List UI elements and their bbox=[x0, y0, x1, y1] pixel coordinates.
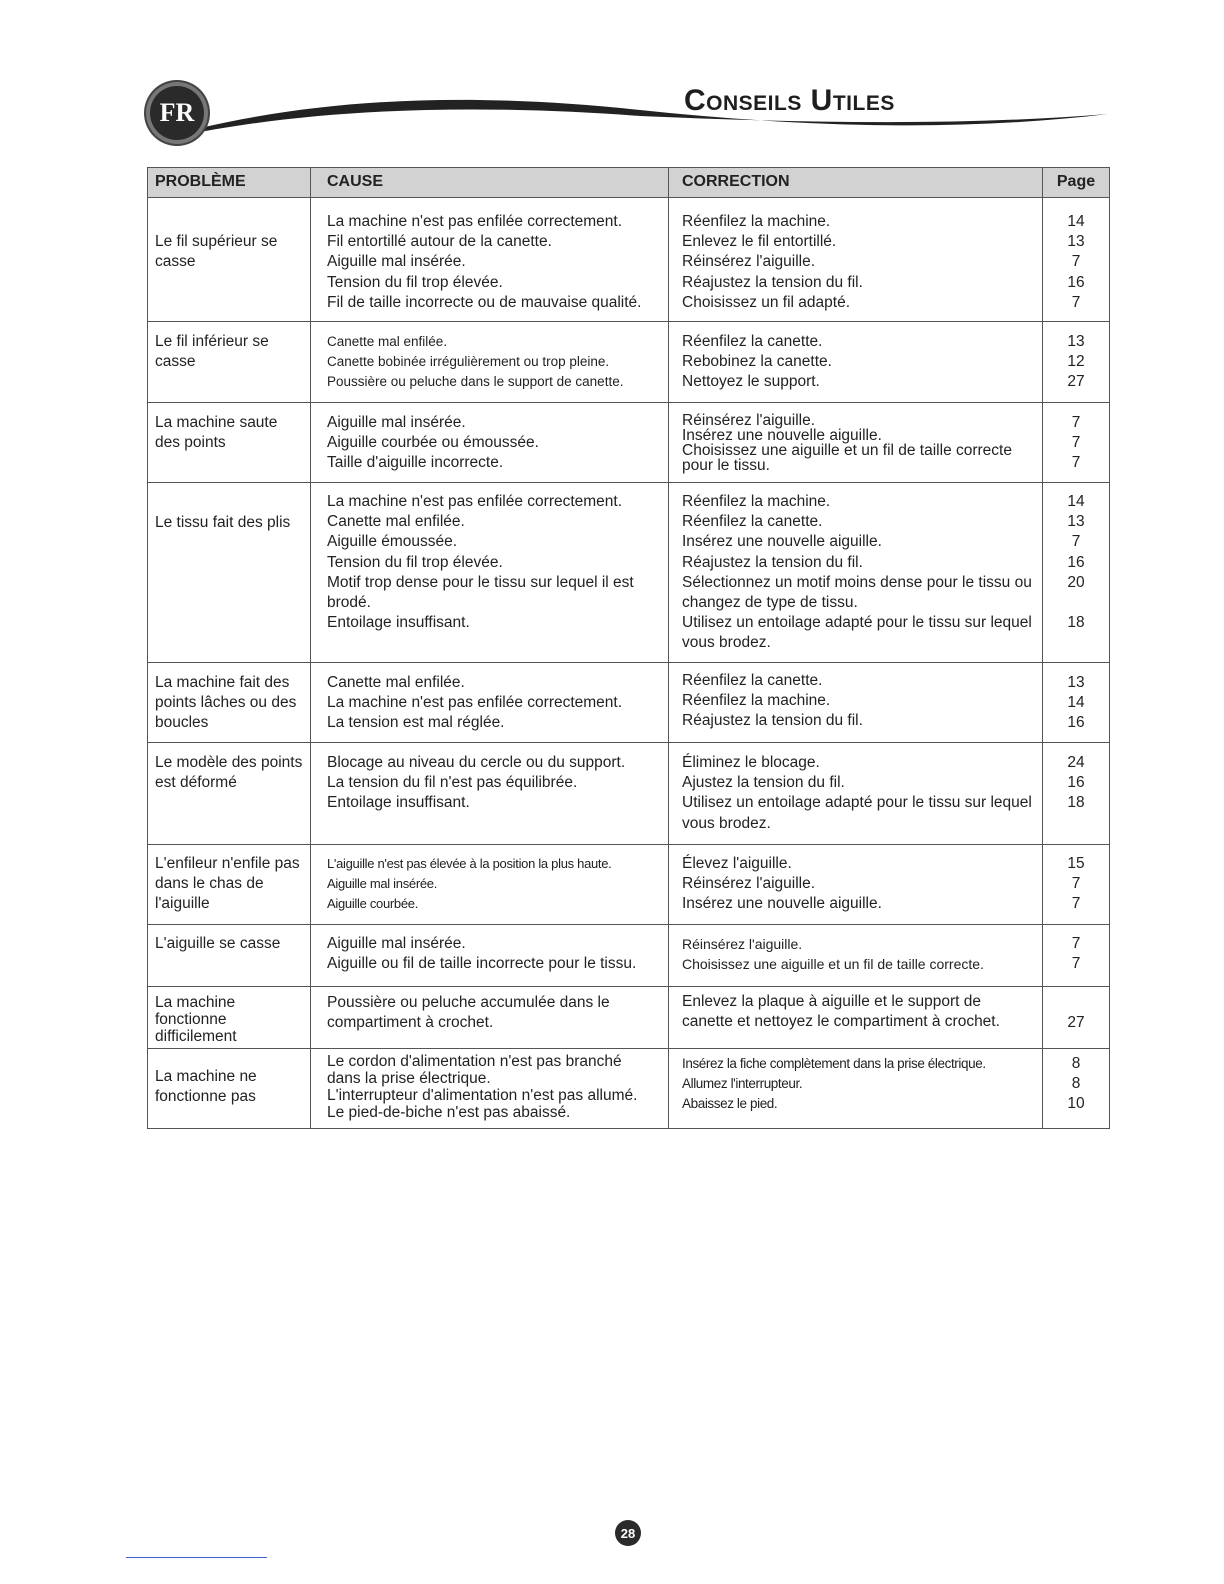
problem-cell: La machine ne fonctionne pas bbox=[148, 1049, 311, 1129]
cause-cell: Canette mal enfilée. La machine n'est pas enfilée correctement. La tension est mal réglée. bbox=[311, 663, 669, 743]
table-row bbox=[148, 987, 1110, 1049]
table-row bbox=[148, 1049, 1110, 1129]
page-title: Conseils Utiles bbox=[684, 84, 895, 117]
troubleshooting-table bbox=[147, 167, 1110, 1129]
correction-cell: Enlevez la plaque à aiguille et le support de canette et nettoyez le compartiment à crochet. bbox=[669, 987, 1043, 1049]
table-header-row bbox=[148, 168, 1110, 198]
cause-cell: Canette mal enfilée. Canette bobinée irrégulièrement ou trop pleine. Poussière ou peluche dans le support de canette. bbox=[311, 322, 669, 403]
cause-cell: Blocage au niveau du cercle ou du support. La tension du fil n'est pas équilibrée. Entoilage insuffisant. bbox=[311, 743, 669, 845]
cause-cell: L'aiguille n'est pas élevée à la position la plus haute. Aiguille mal insérée. Aiguille courbée. bbox=[311, 845, 669, 925]
cause-cell: Poussière ou peluche accumulée dans le compartiment à crochet. bbox=[311, 987, 669, 1049]
table-row bbox=[148, 322, 1110, 403]
table-row bbox=[148, 198, 1110, 322]
page-cell: 14 13 7 16 20 18 bbox=[1043, 483, 1110, 663]
header-correction: CORRECTION bbox=[669, 168, 1043, 198]
table-row bbox=[148, 845, 1110, 925]
correction-cell: Élevez l'aiguille. Réinsérez l'aiguille. Insérez une nouvelle aiguille. bbox=[669, 845, 1043, 925]
header-problem: PROBLÈME bbox=[148, 168, 311, 198]
problem-cell: La machine saute des points bbox=[148, 403, 311, 483]
table-row bbox=[148, 743, 1110, 845]
table-row bbox=[148, 925, 1110, 987]
problem-cell: La machine fait des points lâches ou des boucles bbox=[148, 663, 311, 743]
problem-cell: La machine fonctionne difficilement bbox=[148, 987, 311, 1049]
page-header bbox=[0, 0, 1224, 160]
problem-cell: L'aiguille se casse bbox=[148, 925, 311, 987]
page-cell: 14 13 7 16 7 bbox=[1043, 198, 1110, 322]
page-cell: 8 8 10 bbox=[1043, 1049, 1110, 1129]
correction-cell: Réenfilez la machine. Enlevez le fil entortillé. Réinsérez l'aiguille. Réajustez la tension du fil. Choisissez un fil adapté. bbox=[669, 198, 1043, 322]
correction-cell: Éliminez le blocage. Ajustez la tension du fil. Utilisez un entoilage adapté pour le tissu sur lequel vous brodez. bbox=[669, 743, 1043, 845]
correction-cell: Insérez la fiche complètement dans la prise électrique. Allumez l'interrupteur. Abaissez le pied. bbox=[669, 1049, 1043, 1129]
cause-cell: La machine n'est pas enfilée correctement. Fil entortillé autour de la canette. Aiguille mal insérée. Tension du fil trop élevée. Fil de taille incorrecte ou de mauvaise qualité. bbox=[311, 198, 669, 322]
page-cell: 13 12 27 bbox=[1043, 322, 1110, 403]
page-number: 28 bbox=[615, 1520, 641, 1546]
bottom-divider bbox=[126, 1557, 267, 1558]
correction-cell: Réenfilez la canette. Rebobinez la canette. Nettoyez le support. bbox=[669, 322, 1043, 403]
cause-cell: La machine n'est pas enfilée correctement. Canette mal enfilée. Aiguille émoussée. Tension du fil trop élevée. Motif trop dense pour le tissu sur lequel il est brodé. Entoilage insuffisant. bbox=[311, 483, 669, 663]
page-cell: 13 14 16 bbox=[1043, 663, 1110, 743]
table-row bbox=[148, 483, 1110, 663]
cause-cell: Aiguille mal insérée. Aiguille courbée ou émoussée. Taille d'aiguille incorrecte. bbox=[311, 403, 669, 483]
table-row bbox=[148, 403, 1110, 483]
header-page: Page bbox=[1043, 168, 1110, 198]
problem-cell: Le modèle des points est déformé bbox=[148, 743, 311, 845]
language-badge: FR bbox=[146, 82, 208, 144]
problem-cell: Le tissu fait des plis bbox=[148, 483, 311, 663]
correction-cell: Réenfilez la machine. Réenfilez la canette. Insérez une nouvelle aiguille. Réajustez la tension du fil. Sélectionnez un motif moins dense pour le tissu ou changez de type de tissu. Utilisez un entoilage adapté pour le tissu sur lequel vous brodez. bbox=[669, 483, 1043, 663]
table-row bbox=[148, 663, 1110, 743]
problem-cell: Le fil supérieur se casse bbox=[148, 198, 311, 322]
page-cell: 27 bbox=[1043, 987, 1110, 1049]
problem-cell: L'enfileur n'enfile pas dans le chas de l'aiguille bbox=[148, 845, 311, 925]
header-cause: CAUSE bbox=[311, 168, 669, 198]
correction-cell: Réinsérez l'aiguille. Choisissez une aiguille et un fil de taille correcte. bbox=[669, 925, 1043, 987]
page-cell: 7 7 7 bbox=[1043, 403, 1110, 483]
page-cell: 7 7 bbox=[1043, 925, 1110, 987]
cause-cell: Le cordon d'alimentation n'est pas branché dans la prise électrique. L'interrupteur d'alimentation n'est pas allumé. Le pied-de-biche n'est pas abaissé. bbox=[311, 1049, 669, 1129]
problem-cell: Le fil inférieur se casse bbox=[148, 322, 311, 403]
page-cell: 15 7 7 bbox=[1043, 845, 1110, 925]
cause-cell: Aiguille mal insérée. Aiguille ou fil de taille incorrecte pour le tissu. bbox=[311, 925, 669, 987]
correction-cell: Réinsérez l'aiguille. Insérez une nouvelle aiguille. Choisissez une aiguille et un fil de taille correcte pour le tissu. bbox=[669, 403, 1043, 483]
correction-cell: Réenfilez la canette. Réenfilez la machine. Réajustez la tension du fil. bbox=[669, 663, 1043, 743]
page-cell: 24 16 18 bbox=[1043, 743, 1110, 845]
